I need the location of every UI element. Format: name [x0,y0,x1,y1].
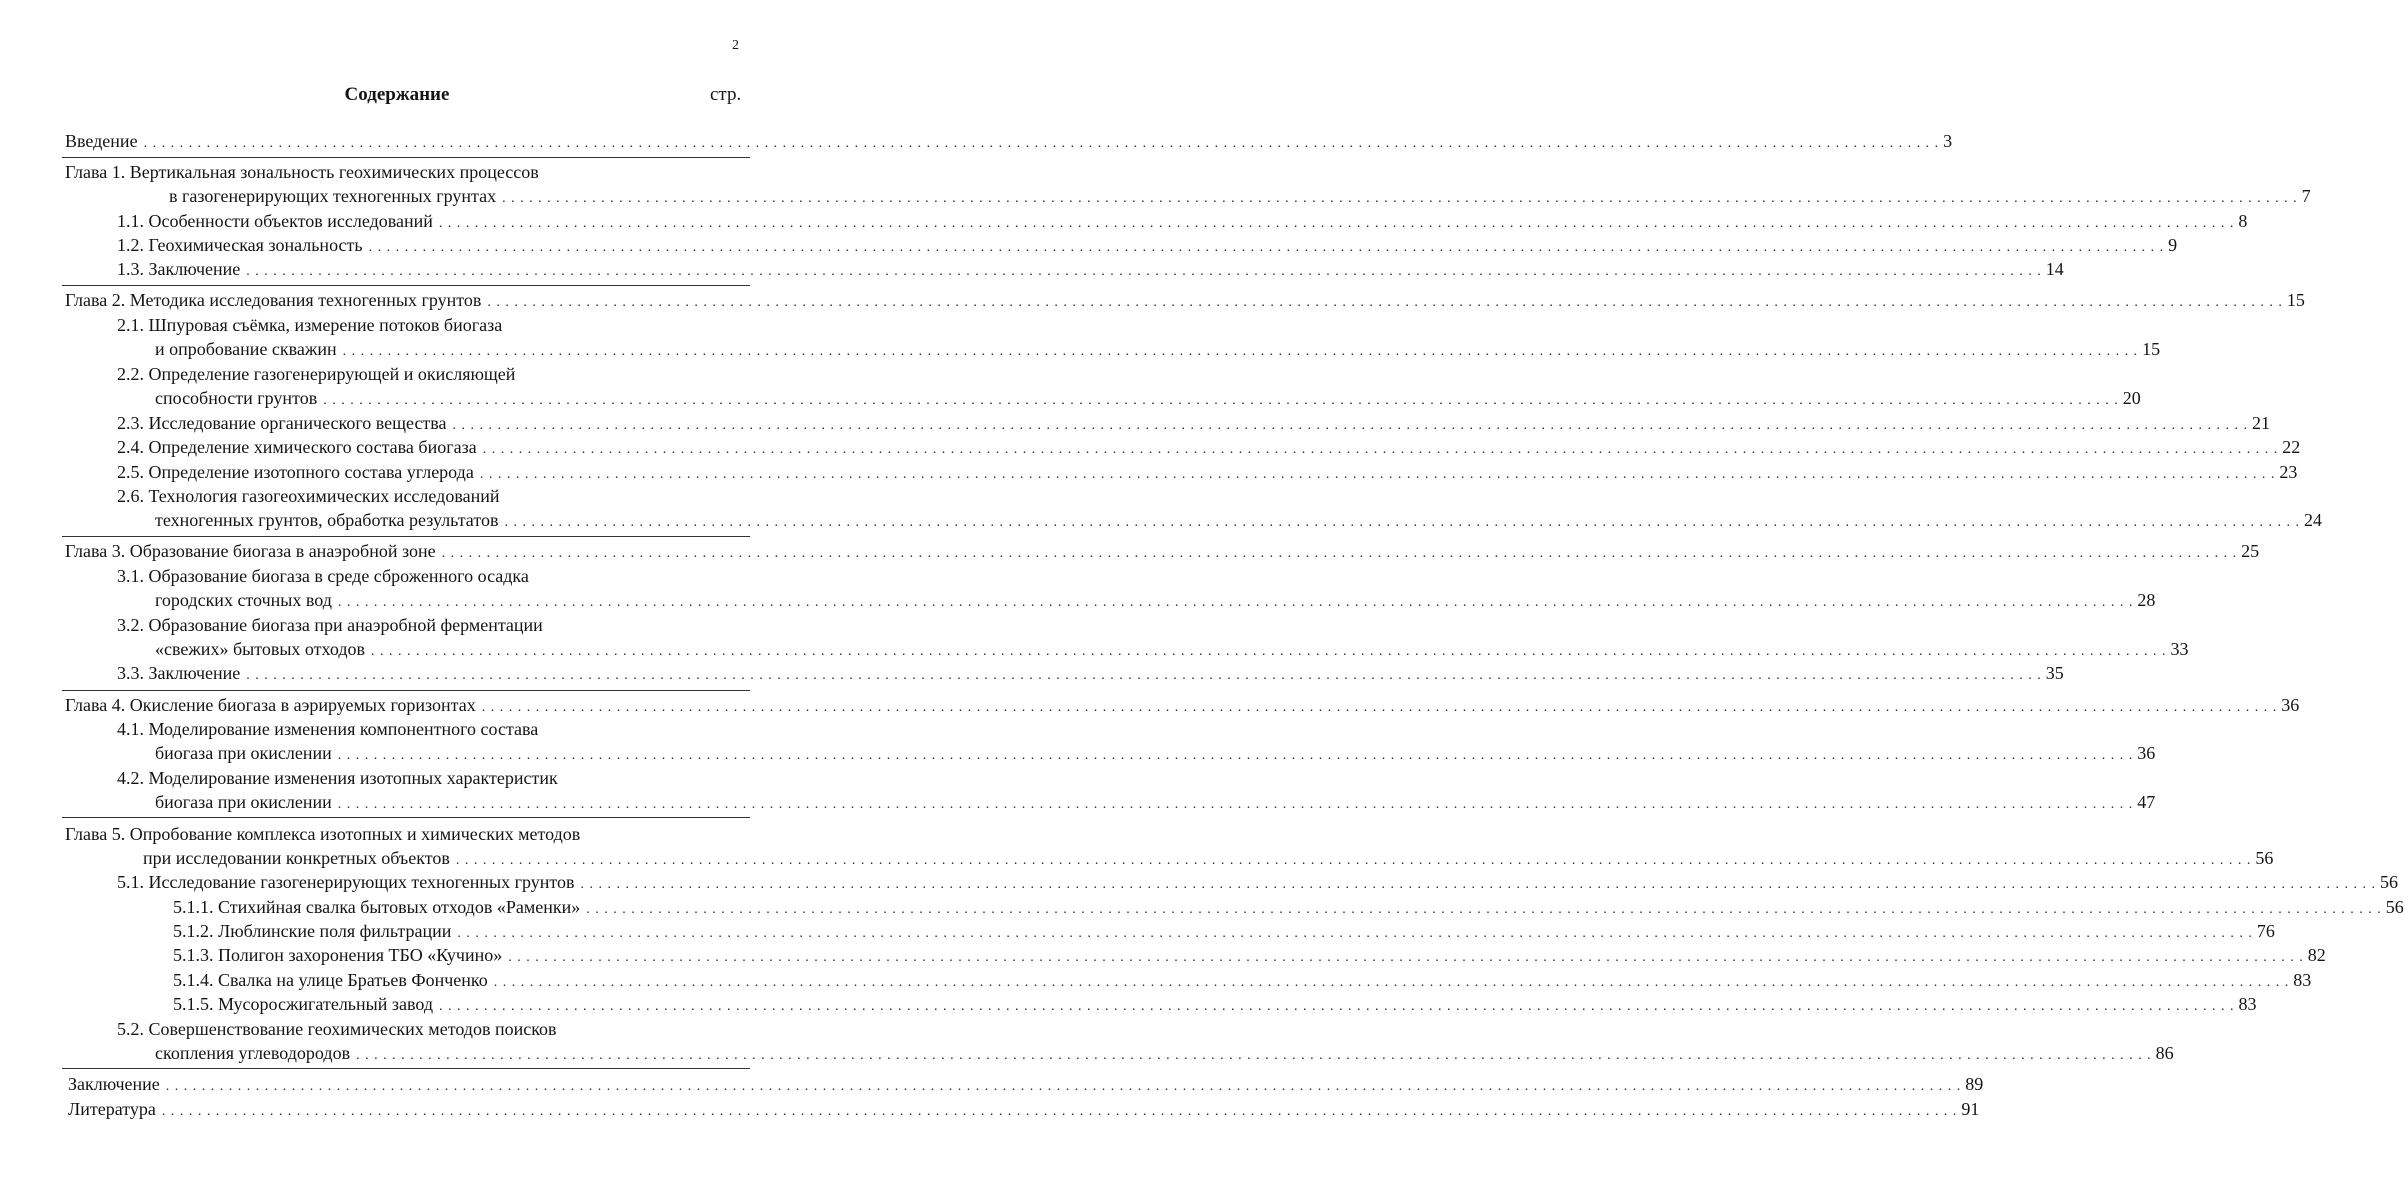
toc-entry-title: техногенных грунтов, обработка результатов [155,510,499,530]
dot-leader: . . . . . . . . . . . . . . . . . . . . . . . . . . . . . . . . . . . . . . . . . . . . . . . . . . . . . . . . . . . . . . . . . . . . . . . . . . . . . . . . . . . . . . . . . . . . . . . . . . . . . . . . . . . . . . . . . . . . . . . . . . . . . . . . . . . . . . . . . . . . . . . . . . . . . . . . . . . . . . . . . . . . . . . . . . . . . . . . . . . . . . . . . . . . . . . . . . . . . . . . [161,1104,1958,1119]
dot-leader: . . . . . . . . . . . . . . . . . . . . . . . . . . . . . . . . . . . . . . . . . . . . . . . . . . . . . . . . . . . . . . . . . . . . . . . . . . . . . . . . . . . . . . . . . . . . . . . . . . . . . . . . . . . . . . . . . . . . . . . . . . . . . . . . . . . . . . . . . . . . . . . . . . . . . . . . . . . . . . . . . . . . . . . . . . . . . . . . . . . . . . . . . . . . . . . . . . . . . . . . [502,191,2298,206]
toc-entry-page: 36 [2281,695,2300,715]
toc-entry-title: 5.1. Исследование газогенерирующих техногенных грунтов [117,872,575,892]
dot-leader: . . . . . . . . . . . . . . . . . . . . . . . . . . . . . . . . . . . . . . . . . . . . . . . . . . . . . . . . . . . . . . . . . . . . . . . . . . . . . . . . . . . . . . . . . . . . . . . . . . . . . . . . . . . . . . . . . . . . . . . . . . . . . . . . . . . . . . . . . . . . . . . . . . . . . . . . . . . . . . . . . . . . . . . . . . . . . . . . . . . . . . . . . . . . . . . . . . . . . . . . [455,853,2252,868]
toc-entry-title: Заключение [68,1074,160,1094]
toc-entry-title: «свежих» бытовых отходов [155,639,365,659]
toc-entry-page: 7 [2301,186,2311,206]
toc-entry-page: 86 [2155,1043,2174,1063]
toc-entry [68,1097,1980,1121]
dot-leader: . . . . . . . . . . . . . . . . . . . . . . . . . . . . . . . . . . . . . . . . . . . . . . . . . . . . . . . . . . . . . . . . . . . . . . . . . . . . . . . . . . . . . . . . . . . . . . . . . . . . . . . . . . . . . . . . . . . . . . . . . . . . . . . . . . . . . . . . . . . . . . . . . . . . . . . . . . . . . . . . . . . . . . . . . . . . . . . . . . . . . . . . . . . . . . . . . . . . . . . . [337,797,2134,812]
dot-leader: . . . . . . . . . . . . . . . . . . . . . . . . . . . . . . . . . . . . . . . . . . . . . . . . . . . . . . . . . . . . . . . . . . . . . . . . . . . . . . . . . . . . . . . . . . . . . . . . . . . . . . . . . . . . . . . . . . . . . . . . . . . . . . . . . . . . . . . . . . . . . . . . . . . . . . . . . . . . . . . . . . . . . . . . . . . . . . . . . . . . . . . . . . . . . . . . . . . . . . . . [438,999,2235,1014]
dot-leader: . . . . . . . . . . . . . . . . . . . . . . . . . . . . . . . . . . . . . . . . . . . . . . . . . . . . . . . . . . . . . . . . . . . . . . . . . . . . . . . . . . . . . . . . . . . . . . . . . . . . . . . . . . . . . . . . . . . . . . . . . . . . . . . . . . . . . . . . . . . . . . . . . . . . . . . . . . . . . . . . . . . . . . . . . . . . . . . . . . . . . . . . . . . . . . . . . . . . . . . . [479,467,2276,482]
toc-entry-page: 56 [2380,872,2398,892]
toc-entry [117,1017,740,1041]
toc-entry-title: 5.1.1. Стихийная свалка бытовых отходов «Раменки» [173,897,581,917]
toc-entry [117,435,2301,459]
toc-entry [117,460,2298,484]
toc-entry-title: 1.2. Геохимическая зональность [117,235,363,255]
toc-entry-title: 2.1. Шпуровая съёмка, измерение потоков биогаза [117,315,503,335]
section-divider [62,690,750,691]
toc-entry [173,919,2275,943]
dot-leader: . . . . . . . . . . . . . . . . . . . . . . . . . . . . . . . . . . . . . . . . . . . . . . . . . . . . . . . . . . . . . . . . . . . . . . . . . . . . . . . . . . . . . . . . . . . . . . . . . . . . . . . . . . . . . . . . . . . . . . . . . . . . . . . . . . . . . . . . . . . . . . . . . . . . . . . . . . . . . . . . . . . . . . . . . . . . . . . . . . . . . . . . . . . . . . . . . . . . . . . . [487,295,2283,310]
toc-entry-page: 83 [2238,994,2257,1014]
dot-leader: . . . . . . . . . . . . . . . . . . . . . . . . . . . . . . . . . . . . . . . . . . . . . . . . . . . . . . . . . . . . . . . . . . . . . . . . . . . . . . . . . . . . . . . . . . . . . . . . . . . . . . . . . . . . . . . . . . . . . . . . . . . . . . . . . . . . . . . . . . . . . . . . . . . . . . . . . . . . . . . . . . . . . . . . . . . . . . . . . . . . . . . . . . . . . . . . . . . . . . . . [337,748,2134,763]
dot-leader: . . . . . . . . . . . . . . . . . . . . . . . . . . . . . . . . . . . . . . . . . . . . . . . . . . . . . . . . . . . . . . . . . . . . . . . . . . . . . . . . . . . . . . . . . . . . . . . . . . . . . . . . . . . . . . . . . . . . . . . . . . . . . . . . . . . . . . . . . . . . . . . . . . . . . . . . . . . . . . . . . . . . . . . . . . . . . . . . . . . . . . . . . . . . . . . . . . . . . . . . [482,442,2279,457]
toc-entry [117,209,2248,233]
toc-entry [117,717,740,741]
toc-entry [68,1072,1984,1096]
toc-entry-page: 9 [2168,235,2178,255]
toc-entry-title: Глава 2. Методика исследования техногенных грунтов [65,290,482,310]
toc-entry-title: 2.6. Технология газогеохимических исследований [117,486,500,506]
toc-entry-title: 5.1.3. Полигон захоронения ТБО «Кучино» [173,945,503,965]
dot-leader: . . . . . . . . . . . . . . . . . . . . . . . . . . . . . . . . . . . . . . . . . . . . . . . . . . . . . . . . . . . . . . . . . . . . . . . . . . . . . . . . . . . . . . . . . . . . . . . . . . . . . . . . . . . . . . . . . . . . . . . . . . . . . . . . . . . . . . . . . . . . . . . . . . . . . . . . . . . . . . . . . . . . . . . . . . . . . . . . . . . . . . . . . . . . . . . . . . . . . . . . [246,668,2042,683]
dot-leader: . . . . . . . . . . . . . . . . . . . . . . . . . . . . . . . . . . . . . . . . . . . . . . . . . . . . . . . . . . . . . . . . . . . . . . . . . . . . . . . . . . . . . . . . . . . . . . . . . . . . . . . . . . . . . . . . . . . . . . . . . . . . . . . . . . . . . . . . . . . . . . . . . . . . . . . . . . . . . . . . . . . . . . . . . . . . . . . . . . . . . . . . . . . . . . . . . . . . . . . . [246,264,2042,279]
dot-leader: . . . . . . . . . . . . . . . . . . . . . . . . . . . . . . . . . . . . . . . . . . . . . . . . . . . . . . . . . . . . . . . . . . . . . . . . . . . . . . . . . . . . . . . . . . . . . . . . . . . . . . . . . . . . . . . . . . . . . . . . . . . . . . . . . . . . . . . . . . . . . . . . . . . . . . . . . . . . . . . . . . . . . . . . . . . . . . . . . . . . . . . . . . . . . . . . . . . . . . . . [580,877,2376,892]
toc-entry [117,870,2398,894]
toc-entry [155,588,2156,612]
toc-entry-page: 76 [2256,921,2275,941]
toc-entry-title: биогаза при окислении [155,792,332,812]
toc-entry-title: 2.2. Определение газогенерирующей и окисляющей [117,364,516,384]
toc-entry-title: Глава 5. Опробование комплекса изотопных и химических методов [65,824,581,844]
dot-leader: . . . . . . . . . . . . . . . . . . . . . . . . . . . . . . . . . . . . . . . . . . . . . . . . . . . . . . . . . . . . . . . . . . . . . . . . . . . . . . . . . . . . . . . . . . . . . . . . . . . . . . . . . . . . . . . . . . . . . . . . . . . . . . . . . . . . . . . . . . . . . . . . . . . . . . . . . . . . . . . . . . . . . . . . . . . . . . . . . . . . . . . . . . . . . . . . . . . . . . . . [441,546,2238,561]
toc-entry [155,386,2141,410]
toc-entry-page: 82 [2307,945,2326,965]
toc-entry [65,288,2305,312]
toc-entry-title: 4.1. Моделирование изменения компонентного состава [117,719,539,739]
toc-entry-page: 25 [2241,541,2260,561]
dot-leader: . . . . . . . . . . . . . . . . . . . . . . . . . . . . . . . . . . . . . . . . . . . . . . . . . . . . . . . . . . . . . . . . . . . . . . . . . . . . . . . . . . . . . . . . . . . . . . . . . . . . . . . . . . . . . . . . . . . . . . . . . . . . . . . . . . . . . . . . . . . . . . . . . . . . . . . . . . . . . . . . . . . . . . . . . . . . . . . . . . . . . . . . . . . . . . . . . . . . . . . . [504,515,2300,530]
toc-entry [65,693,2300,717]
toc-entry [117,564,740,588]
toc-entry-title: способности грунтов [155,388,318,408]
toc-entry-page: 15 [2142,339,2161,359]
toc-entry-title: городских сточных вод [155,590,332,610]
toc-entry-title: 5.1.2. Люблинские поля фильтрации [173,921,452,941]
toc-entry-page: 3 [1943,131,1953,151]
toc-entry-title: скопления углеводородов [155,1043,351,1063]
toc-entry-title: 5.2. Совершенствование геохимических методов поисков [117,1019,557,1039]
toc-entry-title: 5.1.5. Мусоросжигательный завод [173,994,433,1014]
toc-entry-title: 2.4. Определение химического состава биогаза [117,437,477,457]
toc-entry-title: Глава 3. Образование биогаза в анаэробной зоне [65,541,436,561]
toc-entry-page: 21 [2252,413,2271,433]
toc-entry [173,943,2326,967]
toc-entry-page: 23 [2279,462,2298,482]
toc-entry [117,661,2064,685]
toc-entry-title: Введение [65,131,138,151]
toc-entry [155,741,2156,765]
dot-leader: . . . . . . . . . . . . . . . . . . . . . . . . . . . . . . . . . . . . . . . . . . . . . . . . . . . . . . . . . . . . . . . . . . . . . . . . . . . . . . . . . . . . . . . . . . . . . . . . . . . . . . . . . . . . . . . . . . . . . . . . . . . . . . . . . . . . . . . . . . . . . . . . . . . . . . . . . . . . . . . . . . . . . . . . . . . . . . . . . . . . . . . . . . . . . . . . . . . . . . . . [481,700,2278,715]
toc-entry-title: 3.3. Заключение [117,663,241,683]
toc-entry-title: 1.3. Заключение [117,259,241,279]
toc-entry [65,822,740,846]
toc-entry [173,895,2404,919]
toc-entry-title: 2.5. Определение изотопного состава углерода [117,462,474,482]
toc-entry-page: 36 [2137,743,2156,763]
dot-leader: . . . . . . . . . . . . . . . . . . . . . . . . . . . . . . . . . . . . . . . . . . . . . . . . . . . . . . . . . . . . . . . . . . . . . . . . . . . . . . . . . . . . . . . . . . . . . . . . . . . . . . . . . . . . . . . . . . . . . . . . . . . . . . . . . . . . . . . . . . . . . . . . . . . . . . . . . . . . . . . . . . . . . . . . . . . . . . . . . . . . . . . . . . . . . . . . . . . . . . . . [165,1079,1962,1094]
dot-leader: . . . . . . . . . . . . . . . . . . . . . . . . . . . . . . . . . . . . . . . . . . . . . . . . . . . . . . . . . . . . . . . . . . . . . . . . . . . . . . . . . . . . . . . . . . . . . . . . . . . . . . . . . . . . . . . . . . . . . . . . . . . . . . . . . . . . . . . . . . . . . . . . . . . . . . . . . . . . . . . . . . . . . . . . . . . . . . . . . . . . . . . . . . . . . . . . . . . . . . . . [356,1048,2152,1063]
toc-entry [155,1041,2174,1065]
toc-entry [117,257,2064,281]
toc-entry [173,968,2312,992]
toc-entry-title: 3.1. Образование биогаза в среде сброженного осадка [117,566,529,586]
toc-entry [117,411,2271,435]
toc-entry-page: 28 [2137,590,2156,610]
toc-entry [155,337,2161,361]
dot-leader: . . . . . . . . . . . . . . . . . . . . . . . . . . . . . . . . . . . . . . . . . . . . . . . . . . . . . . . . . . . . . . . . . . . . . . . . . . . . . . . . . . . . . . . . . . . . . . . . . . . . . . . . . . . . . . . . . . . . . . . . . . . . . . . . . . . . . . . . . . . . . . . . . . . . . . . . . . . . . . . . . . . . . . . . . . . . . . . . . . . . . . . . . . . . . . . . . . . . . . . . [337,595,2134,610]
dot-leader: . . . . . . . . . . . . . . . . . . . . . . . . . . . . . . . . . . . . . . . . . . . . . . . . . . . . . . . . . . . . . . . . . . . . . . . . . . . . . . . . . . . . . . . . . . . . . . . . . . . . . . . . . . . . . . . . . . . . . . . . . . . . . . . . . . . . . . . . . . . . . . . . . . . . . . . . . . . . . . . . . . . . . . . . . . . . . . . . . . . . . . . . . . . . . . . . . . . . . . . . [438,216,2235,231]
toc-entry-page: 33 [2170,639,2189,659]
dot-leader: . . . . . . . . . . . . . . . . . . . . . . . . . . . . . . . . . . . . . . . . . . . . . . . . . . . . . . . . . . . . . . . . . . . . . . . . . . . . . . . . . . . . . . . . . . . . . . . . . . . . . . . . . . . . . . . . . . . . . . . . . . . . . . . . . . . . . . . . . . . . . . . . . . . . . . . . . . . . . . . . . . . . . . . . . . . . . . . . . . . . . . . . . . . . . . . . . . . . . . . . [371,644,2167,659]
toc-entry-title: Глава 1. Вертикальная зональность геохимических процессов [65,162,539,182]
toc-entry [117,313,740,337]
dot-leader: . . . . . . . . . . . . . . . . . . . . . . . . . . . . . . . . . . . . . . . . . . . . . . . . . . . . . . . . . . . . . . . . . . . . . . . . . . . . . . . . . . . . . . . . . . . . . . . . . . . . . . . . . . . . . . . . . . . . . . . . . . . . . . . . . . . . . . . . . . . . . . . . . . . . . . . . . . . . . . . . . . . . . . . . . . . . . . . . . . . . . . . . . . . . . . . . . . . . . . . . [493,975,2290,990]
toc-entry-page: 15 [2286,290,2305,310]
dot-leader: . . . . . . . . . . . . . . . . . . . . . . . . . . . . . . . . . . . . . . . . . . . . . . . . . . . . . . . . . . . . . . . . . . . . . . . . . . . . . . . . . . . . . . . . . . . . . . . . . . . . . . . . . . . . . . . . . . . . . . . . . . . . . . . . . . . . . . . . . . . . . . . . . . . . . . . . . . . . . . . . . . . . . . . . . . . . . . . . . . . . . . . . . . . . . . . . . . . . . . . . [586,902,2382,917]
toc-entry-title: Глава 4. Окисление биогаза в аэрируемых горизонтах [65,695,476,715]
toc-entry-page: 56 [2385,897,2404,917]
toc-entry-page: 14 [2045,259,2064,279]
toc-entry-title: Литература [68,1099,156,1119]
toc-entry-page: 22 [2282,437,2301,457]
toc-entry-page: 56 [2255,848,2274,868]
dot-leader: . . . . . . . . . . . . . . . . . . . . . . . . . . . . . . . . . . . . . . . . . . . . . . . . . . . . . . . . . . . . . . . . . . . . . . . . . . . . . . . . . . . . . . . . . . . . . . . . . . . . . . . . . . . . . . . . . . . . . . . . . . . . . . . . . . . . . . . . . . . . . . . . . . . . . . . . . . . . . . . . . . . . . . . . . . . . . . . . . . . . . . . . . . . . . . . . . . . . . . . . [508,950,2304,965]
dot-leader: . . . . . . . . . . . . . . . . . . . . . . . . . . . . . . . . . . . . . . . . . . . . . . . . . . . . . . . . . . . . . . . . . . . . . . . . . . . . . . . . . . . . . . . . . . . . . . . . . . . . . . . . . . . . . . . . . . . . . . . . . . . . . . . . . . . . . . . . . . . . . . . . . . . . . . . . . . . . . . . . . . . . . . . . . . . . . . . . . . . . . . . . . . . . . . . . . . . . . . . . [143,136,1940,151]
toc-entry [155,790,2156,814]
toc-entry-title: биогаза при окислении [155,743,332,763]
section-divider [62,817,750,818]
section-divider [62,285,750,286]
toc-entry [65,160,740,184]
toc-entry [65,129,1953,153]
toc-entry [117,362,740,386]
toc-entry-page: 20 [2122,388,2141,408]
toc-entry [155,508,2322,532]
dot-leader: . . . . . . . . . . . . . . . . . . . . . . . . . . . . . . . . . . . . . . . . . . . . . . . . . . . . . . . . . . . . . . . . . . . . . . . . . . . . . . . . . . . . . . . . . . . . . . . . . . . . . . . . . . . . . . . . . . . . . . . . . . . . . . . . . . . . . . . . . . . . . . . . . . . . . . . . . . . . . . . . . . . . . . . . . . . . . . . . . . . . . . . . . . . . . . . . . . . . . . . . [368,240,2165,255]
toc-entry [117,233,2178,257]
toc-entry [117,484,740,508]
section-divider [62,536,750,537]
toc-entry [155,637,2189,661]
dot-leader: . . . . . . . . . . . . . . . . . . . . . . . . . . . . . . . . . . . . . . . . . . . . . . . . . . . . . . . . . . . . . . . . . . . . . . . . . . . . . . . . . . . . . . . . . . . . . . . . . . . . . . . . . . . . . . . . . . . . . . . . . . . . . . . . . . . . . . . . . . . . . . . . . . . . . . . . . . . . . . . . . . . . . . . . . . . . . . . . . . . . . . . . . . . . . . . . . . . . . . . . [342,344,2139,359]
toc-entry-title: 3.2. Образование биогаза при анаэробной ферментации [117,615,543,635]
toc-entry-page: 89 [1965,1074,1984,1094]
toc-entry-title: при исследовании конкретных объектов [143,848,450,868]
dot-leader: . . . . . . . . . . . . . . . . . . . . . . . . . . . . . . . . . . . . . . . . . . . . . . . . . . . . . . . . . . . . . . . . . . . . . . . . . . . . . . . . . . . . . . . . . . . . . . . . . . . . . . . . . . . . . . . . . . . . . . . . . . . . . . . . . . . . . . . . . . . . . . . . . . . . . . . . . . . . . . . . . . . . . . . . . . . . . . . . . . . . . . . . . . . . . . . . . . . . . . . . [323,393,2119,408]
page-column-label: стр. [710,84,742,105]
dot-leader: . . . . . . . . . . . . . . . . . . . . . . . . . . . . . . . . . . . . . . . . . . . . . . . . . . . . . . . . . . . . . . . . . . . . . . . . . . . . . . . . . . . . . . . . . . . . . . . . . . . . . . . . . . . . . . . . . . . . . . . . . . . . . . . . . . . . . . . . . . . . . . . . . . . . . . . . . . . . . . . . . . . . . . . . . . . . . . . . . . . . . . . . . . . . . . . . . . . . . . . . [452,418,2249,433]
dot-leader: . . . . . . . . . . . . . . . . . . . . . . . . . . . . . . . . . . . . . . . . . . . . . . . . . . . . . . . . . . . . . . . . . . . . . . . . . . . . . . . . . . . . . . . . . . . . . . . . . . . . . . . . . . . . . . . . . . . . . . . . . . . . . . . . . . . . . . . . . . . . . . . . . . . . . . . . . . . . . . . . . . . . . . . . . . . . . . . . . . . . . . . . . . . . . . . . . . . . . . . . [457,926,2253,941]
toc-entry-title: в газогенерирующих техногенных грунтах [169,186,497,206]
toc-entry-title: 4.2. Моделирование изменения изотопных характеристик [117,768,558,788]
toc-entry [143,846,2274,870]
toc-entry-title: 1.1. Особенности объектов исследований [117,211,433,231]
toc-entry-title: и опробование скважин [155,339,337,359]
section-divider [62,157,750,158]
toc-entry [65,539,2260,563]
page-title: Содержание [344,84,450,105]
toc-entry-page: 8 [2238,211,2248,231]
toc-entry [169,184,2311,208]
toc-entry-page: 47 [2137,792,2156,812]
toc-entry [173,992,2257,1016]
section-divider [62,1068,750,1069]
toc-entry-page: 83 [2293,970,2312,990]
toc-entry-page: 35 [2045,663,2064,683]
toc-entry-page: 91 [1961,1099,1980,1119]
toc-entry-title: 2.3. Исследование органического вещества [117,413,447,433]
toc-entry-page: 24 [2303,510,2322,530]
toc-entry-title: 5.1.4. Свалка на улице Братьев Фонченко [173,970,488,990]
toc-entry [117,613,740,637]
toc-entry [117,766,740,790]
page-number: 2 [732,38,739,53]
